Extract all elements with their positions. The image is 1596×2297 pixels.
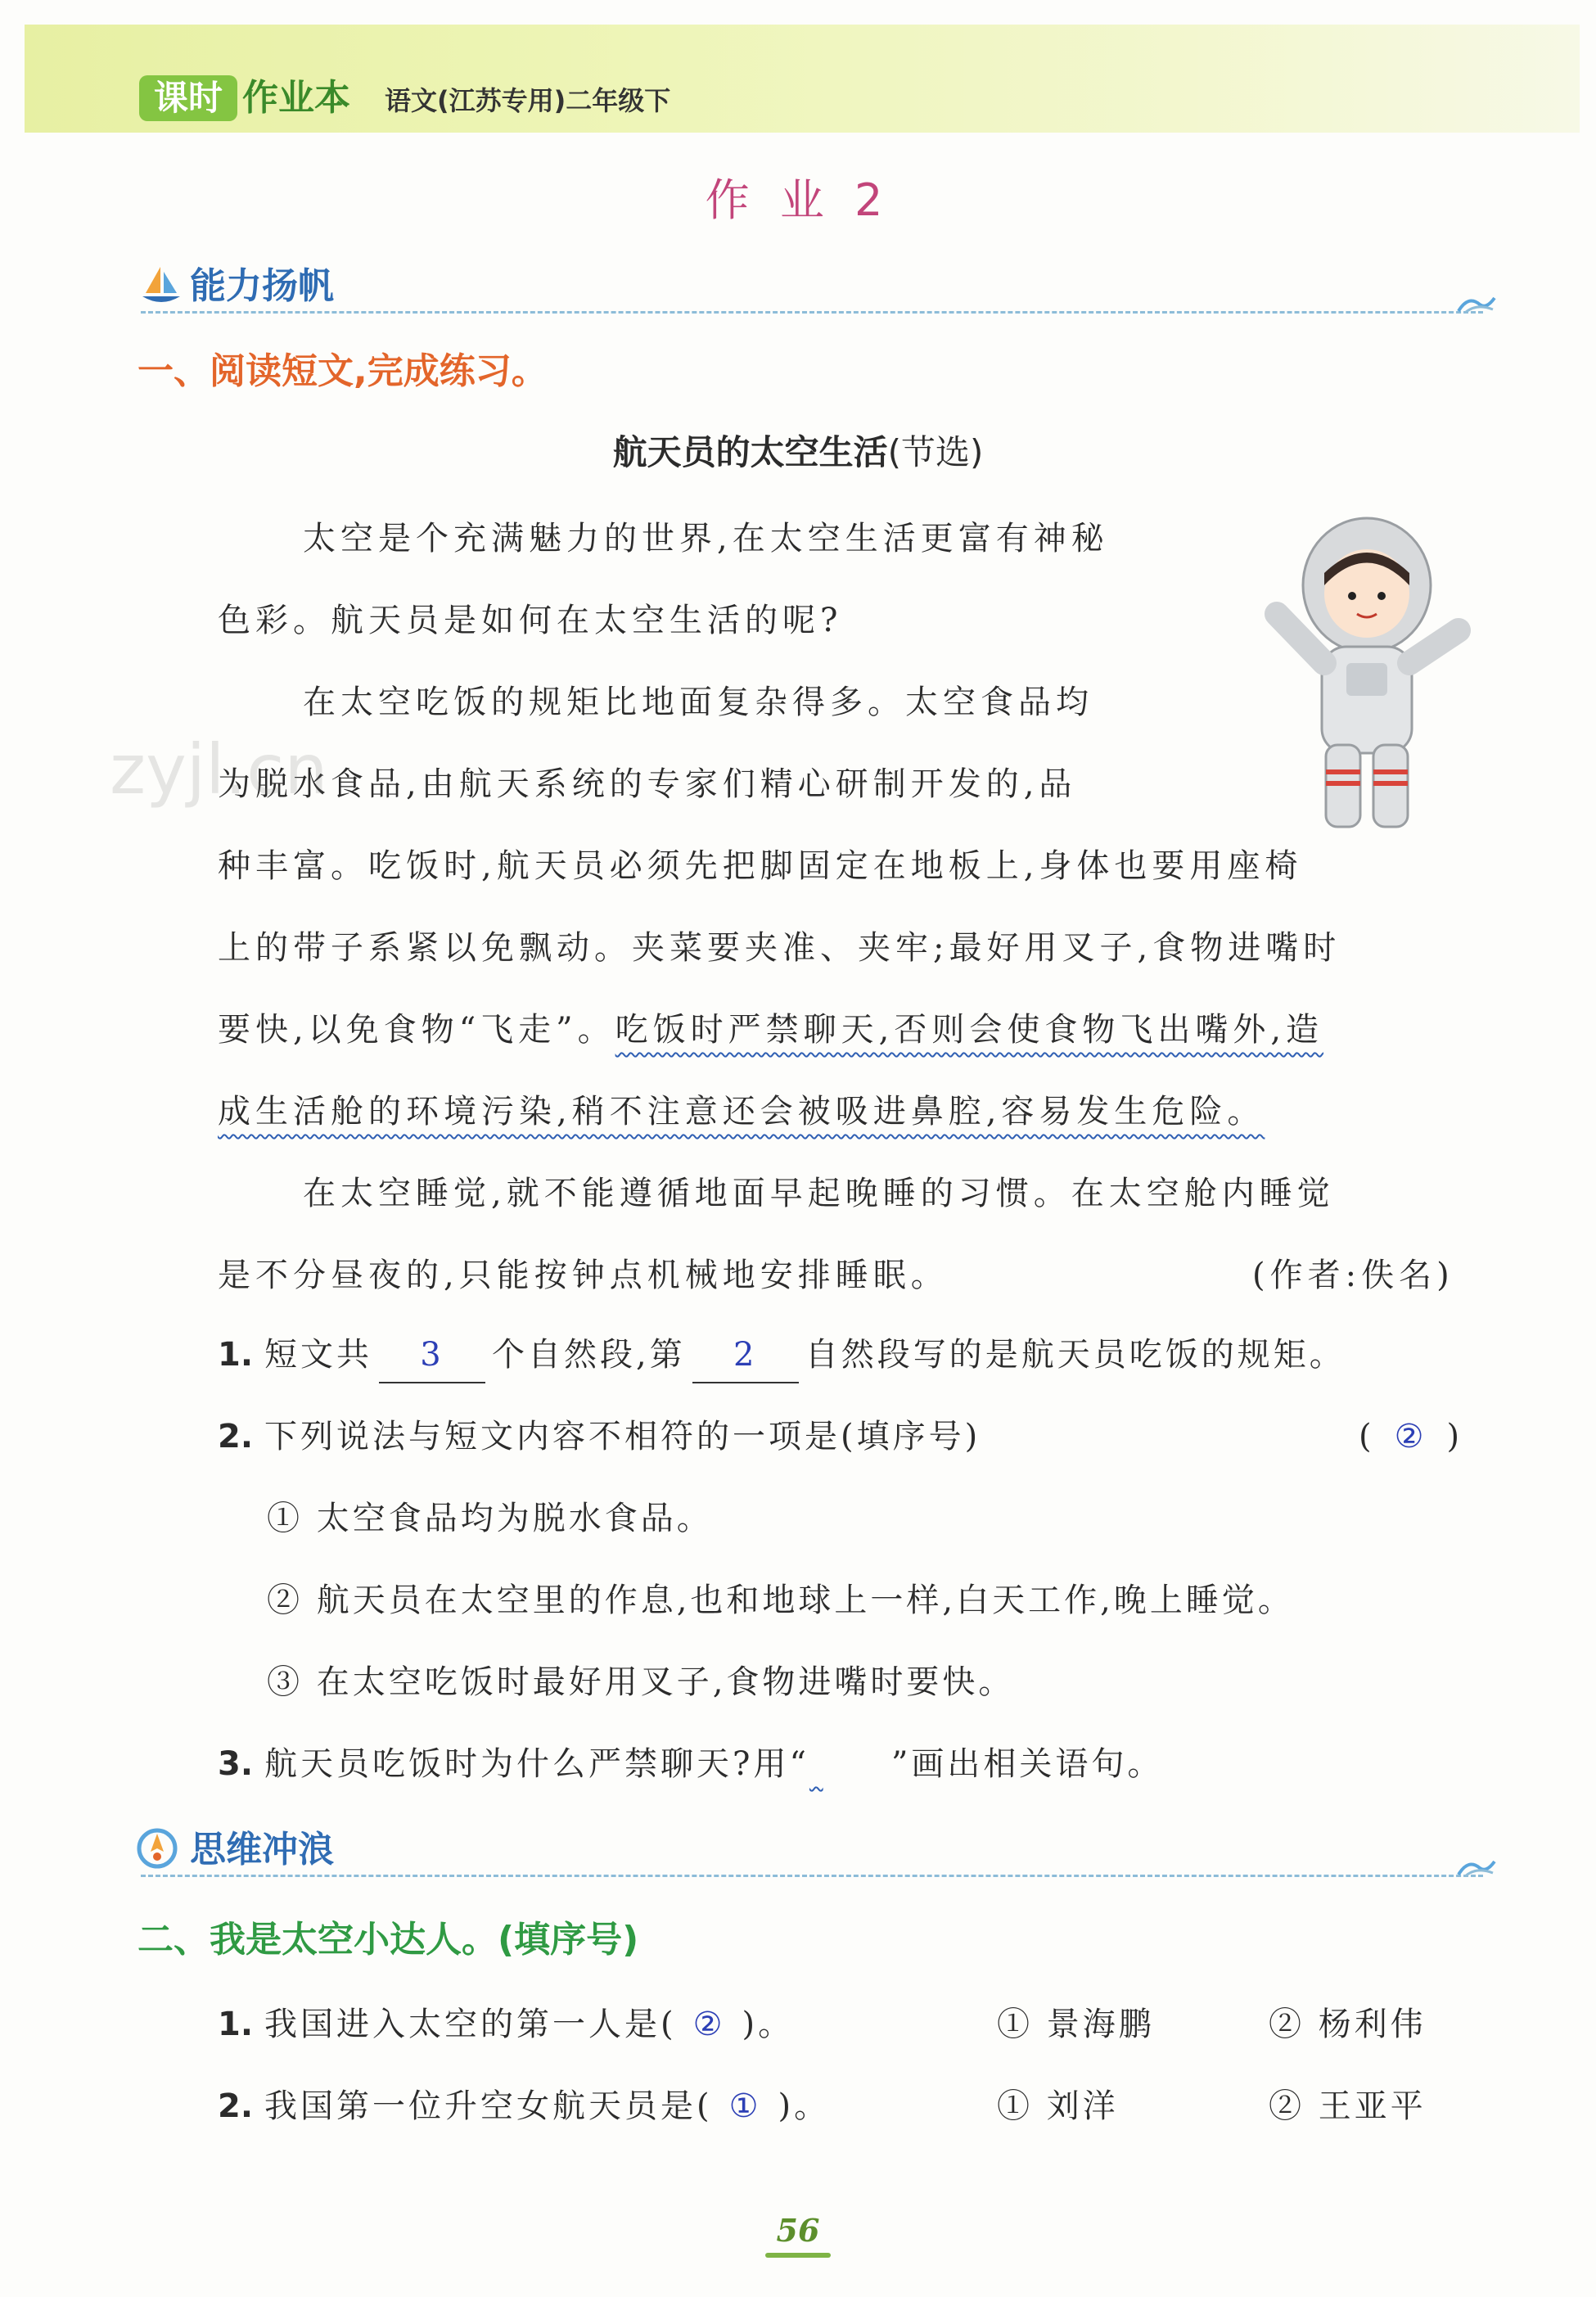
section-heading-thinking: 思维冲浪 xyxy=(190,1829,334,1871)
wave-icon xyxy=(1457,1855,1498,1883)
page-number: 56 xyxy=(776,2212,820,2249)
option-item: ① 太空食品均为脱水食品。 xyxy=(267,1500,713,1537)
quiz-question-1: 1. 我国进入太空的第一人是( ② )。 xyxy=(218,2006,795,2043)
story-title: 航天员的太空生活(节选) xyxy=(612,432,984,472)
underlined-sentence: 吃饭时严禁聊天,否则会使食物飞出嘴外,造 xyxy=(615,1011,1324,1049)
quiz-option: ① 刘洋 xyxy=(997,2087,1119,2125)
section-divider xyxy=(141,1875,1483,1877)
story-line xyxy=(218,989,1323,1071)
sailboat-icon xyxy=(141,264,182,308)
quiz-option: ② 杨利伟 xyxy=(1269,2006,1427,2043)
underlined-sentence: 成生活舱的环境污染,稍不注意还会被吸进鼻腔,容易发生危险。 xyxy=(218,1093,1265,1130)
story-line: 在太空吃饭的规矩比地面复杂得多。太空食品均 xyxy=(303,684,1093,721)
question-1: 1. 短文共 3 个自然段,第 2 自然段写的是航天员吃饭的规矩。 xyxy=(218,1328,1346,1383)
question-3: 3. 航天员吃饭时为什么严禁聊天?用“ ”画出相关语句。 xyxy=(218,1737,1163,1791)
story-line: 为脱水食品,由航天系统的专家们精心研制开发的,品 xyxy=(218,765,1077,803)
astronaut-illustration xyxy=(1244,508,1490,835)
story-line-plain: 要快,以免食物“飞走”。 xyxy=(218,1011,615,1049)
wave-icon xyxy=(1457,291,1498,319)
story-line: 太空是个充满魅力的世界,在太空生活更富有神秘 xyxy=(303,520,1109,557)
question-heading-2: 二、我是太空小达人。(填序号) xyxy=(138,1919,639,1961)
question-2: 2. 下列说法与短文内容不相符的一项是(填序号) xyxy=(218,1418,981,1455)
brand-logo: 课时 xyxy=(139,75,237,121)
quiz-option: ② 王亚平 xyxy=(1269,2087,1427,2125)
quiz-answer[interactable]: ② xyxy=(692,2006,726,2043)
option-item: ② 航天员在太空里的作息,也和地球上一样,白天工作,晚上睡觉。 xyxy=(267,1582,1294,1619)
story-line: 上的带子系紧以免飘动。夹菜要夹准、夹牢;最好用叉子,食物进嘴时 xyxy=(218,929,1341,967)
story-line: 是不分昼夜的,只能按钟点机械地安排睡眠。 xyxy=(218,1257,949,1294)
answer-blank-2[interactable]: 2 xyxy=(692,1328,799,1383)
quiz-answer[interactable]: ① xyxy=(728,2087,762,2125)
story-line: 种丰富。吃饭时,航天员必须先把脚固定在地板上,身体也要用座椅 xyxy=(218,847,1303,885)
story-line: 在太空睡觉,就不能遵循地面早起晚睡的习惯。在太空舱内睡觉 xyxy=(303,1175,1335,1212)
story-author: (作者:佚名) xyxy=(1252,1257,1454,1294)
wavy-line-sample xyxy=(809,1737,891,1791)
option-item: ③ 在太空吃饭时最好用叉子,食物进嘴时要快。 xyxy=(267,1663,1015,1701)
book-subject: 语文(江苏专用)二年级下 xyxy=(385,85,671,116)
answer-bracket-2[interactable]: ( ② ) xyxy=(1359,1418,1463,1455)
story-line xyxy=(218,1071,1265,1153)
quiz-option: ① 景海鹏 xyxy=(997,2006,1155,2043)
page-title: 作 业 2 xyxy=(705,174,891,226)
page-number-underline xyxy=(765,2253,831,2258)
quiz-question-2: 2. 我国第一位升空女航天员是( ① )。 xyxy=(218,2087,831,2125)
story-line: 色彩。航天员是如何在太空生活的呢? xyxy=(218,602,843,639)
watermark: zyjl.cn xyxy=(110,729,328,810)
answer-blank-1[interactable]: 3 xyxy=(379,1328,485,1383)
section-divider xyxy=(141,311,1483,314)
question-heading-1: 一、阅读短文,完成练习。 xyxy=(138,350,548,392)
brand-name: 作业本 xyxy=(242,77,350,119)
section-heading-ability: 能力扬帆 xyxy=(190,265,334,307)
rocket-icon xyxy=(136,1827,178,1870)
